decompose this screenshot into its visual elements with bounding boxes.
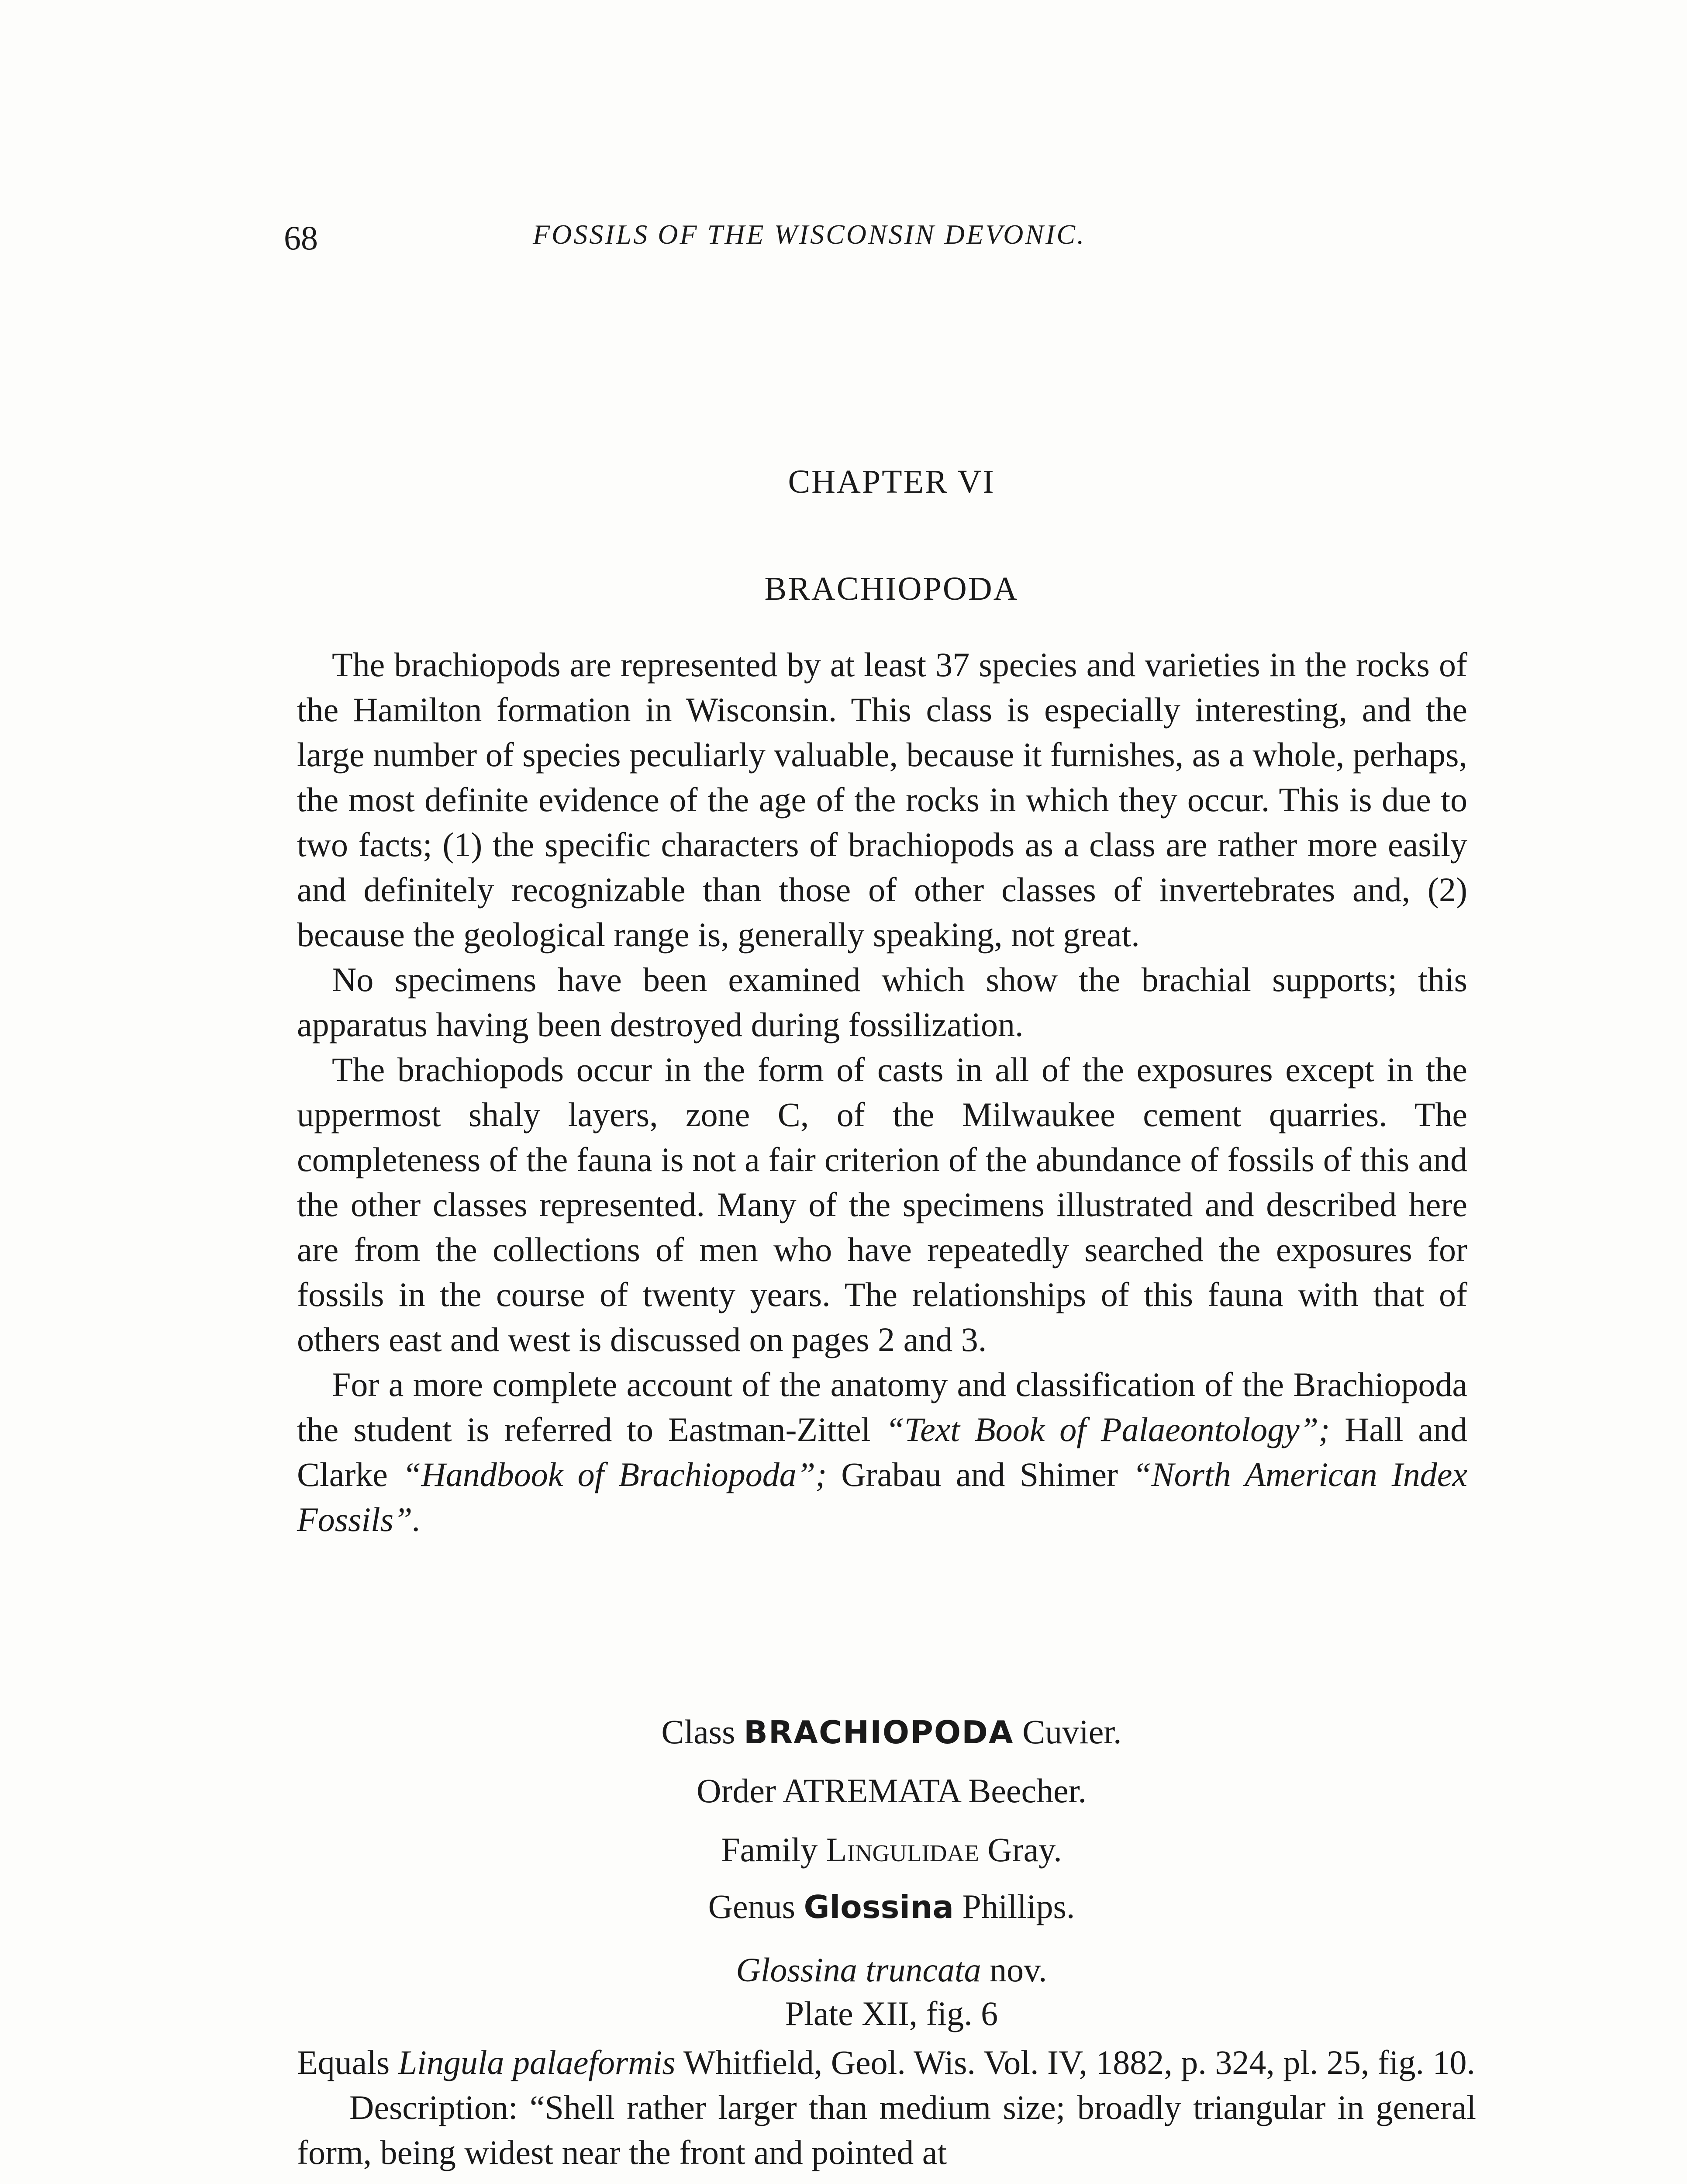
- taxon-order: [0, 1771, 1687, 1811]
- species-name: Glossina truncata: [736, 1951, 981, 1989]
- reference-handbook: “Handbook of Brachiopoda”;: [402, 1455, 827, 1493]
- paragraph-intro: The brachiopods are represented by at least 37 species and varieties in the rocks of the Hamilton formation in Wisconsin. This class is especially interesting, and the large number of species peculiarly valuable, because it furnishes, as a whole, perhaps, the most definite evidence of the age of the rocks in which they occur. This is due to two facts; (1) the specific characters of brachiopods as a class are rather more easily and definitely recognizable than those of other classes of invertebrates and, (2) because the geological range is, generally speaking, not great.: [297, 646, 1467, 954]
- class-author: Cuvier.: [1022, 1713, 1122, 1751]
- equals-taxon: Lingula palaeformis: [398, 2043, 676, 2081]
- family-name: Lingulidae: [826, 1831, 979, 1869]
- description-text: “Shell rather larger than medium size; broadly triangular in general form, being widest near the front and pointed at: [297, 2088, 1476, 2171]
- paragraph-references: [297, 1362, 1467, 1542]
- genus-author: Phillips.: [962, 1887, 1075, 1925]
- page-number: 68: [284, 219, 318, 257]
- species-suffix: nov.: [990, 1951, 1047, 1989]
- order-name: ATREMATA: [783, 1772, 960, 1810]
- family-author: Gray.: [987, 1831, 1062, 1869]
- section-heading: BRACHIOPODA: [764, 570, 1019, 607]
- plate-reference: Plate XII, fig. 6: [785, 1994, 998, 2032]
- order-prefix: Order: [697, 1772, 776, 1810]
- taxon-genus: [0, 1887, 1687, 1926]
- equals-prefix: Equals: [297, 2043, 398, 2081]
- class-name: BRACHIOPODA: [743, 1714, 1014, 1751]
- genus-name: Glossina: [804, 1889, 954, 1925]
- description-label: Description:: [349, 2088, 518, 2126]
- chapter-heading: CHAPTER VI: [788, 463, 995, 500]
- synonymy: [297, 2040, 1476, 2085]
- description: [297, 2085, 1476, 2175]
- running-title: FOSSILS OF THE WISCONSIN DEVONIC.: [533, 219, 1086, 250]
- class-prefix: Class: [661, 1713, 735, 1751]
- references-intro: For a more complete account of the anatomy and classification of the Brachiopoda the student is referred to Eastman-Zittel: [297, 1365, 1467, 1448]
- taxon-family: [0, 1830, 1687, 1870]
- order-author: Beecher.: [968, 1772, 1087, 1810]
- references-mid-1: Hall and Clarke: [297, 1410, 1467, 1493]
- references-mid-2: Grabau and Shimer: [827, 1455, 1133, 1493]
- reference-index-fossils: “North American Index Fossils”.: [297, 1455, 1467, 1538]
- paragraph-occurrence: The brachiopods occur in the form of casts in all of the exposures except in the uppermost shaly layers, zone C, of the Milwaukee cement quarries. The completeness of the fauna is not a fair criterion of the abundance of fossils of this and the other classes represented. Many of the specimens illustrated and described here are from the collections of men who have repeatedly searched the exposures for fossils in the course of twenty years. The relationships of this fauna with that of others east and west is discussed on pages 2 and 3.: [297, 1051, 1467, 1358]
- genus-prefix: Genus: [708, 1887, 795, 1925]
- taxon-class: [0, 1712, 1687, 1752]
- species-name-line: [0, 1950, 1687, 1990]
- running-head: [284, 218, 1463, 258]
- body-text: [297, 642, 1467, 1542]
- paragraph-brachial-supports: No specimens have been examined which show the brachial supports; this apparatus having been destroyed during fossilization.: [297, 961, 1467, 1044]
- species-description-block: [297, 2040, 1476, 2175]
- family-prefix: Family: [721, 1831, 818, 1869]
- equals-citation: Whitfield, Geol. Wis. Vol. IV, 1882, p. 324, pl. 25, fig. 10.: [675, 2043, 1476, 2081]
- reference-text-book: “Text Book of Palaeontology”;: [885, 1410, 1330, 1448]
